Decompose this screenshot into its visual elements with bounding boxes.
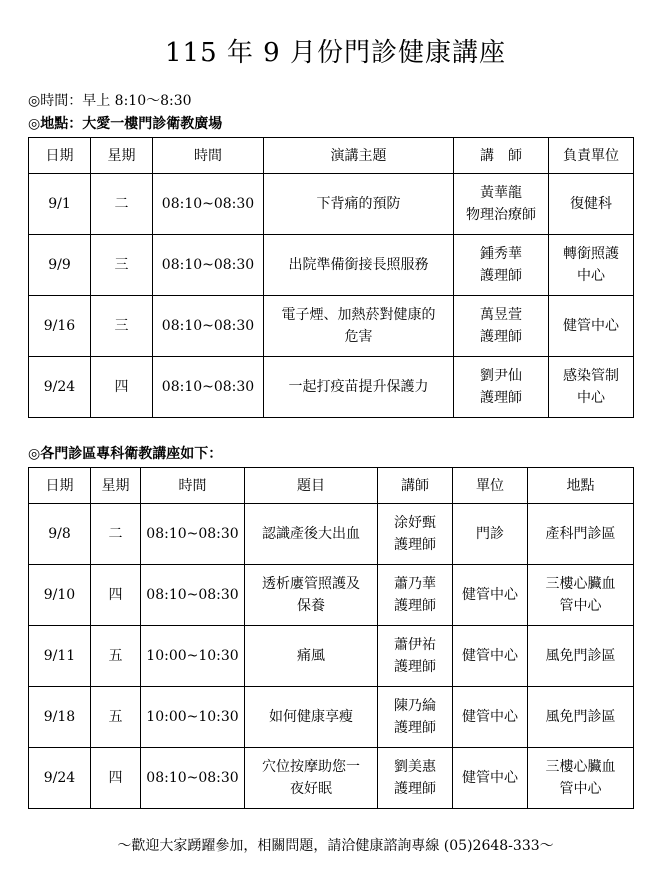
- header-topic: 演講主題: [264, 138, 454, 174]
- section-title: ◎各門診區專科衛教講座如下：: [28, 446, 223, 462]
- header-speaker: 講師: [378, 468, 453, 504]
- header-weekday: 星期: [91, 468, 141, 504]
- table-row: [29, 235, 634, 296]
- header-location: 地點: [528, 468, 634, 504]
- main-lecture-table: [28, 137, 634, 418]
- cell-location: 風免門診區: [528, 626, 634, 687]
- cell-topic: 一起打疫苗提升保護力: [264, 357, 454, 418]
- cell-speaker: 陳乃綸 護理師: [378, 687, 453, 748]
- header-time: 時間: [153, 138, 264, 174]
- page-title: 115 年 9 月份門診健康講座: [165, 38, 506, 68]
- table-row: [29, 565, 634, 626]
- header-speaker: 講 師: [454, 138, 549, 174]
- cell-speaker: 萬昱萱 護理師: [454, 296, 549, 357]
- cell-location: 三樓心臟血 管中心: [528, 748, 634, 809]
- clinic-lecture-table: [28, 467, 634, 809]
- cell-speaker: 鍾秀華 護理師: [454, 235, 549, 296]
- cell-location: 三樓心臟血 管中心: [528, 565, 634, 626]
- table-header-row: [29, 468, 634, 504]
- cell-weekday: 四: [91, 565, 141, 626]
- cell-topic: 出院準備銜接長照服務: [264, 235, 454, 296]
- cell-date: 9/24: [29, 748, 91, 809]
- cell-unit: 健管中心: [453, 626, 528, 687]
- cell-date: 9/18: [29, 687, 91, 748]
- cell-date: 9/11: [29, 626, 91, 687]
- cell-date: 9/24: [29, 357, 91, 418]
- cell-unit: 感染管制 中心: [549, 357, 634, 418]
- time-info: ◎時間：早上 8:10～8:30: [28, 93, 192, 109]
- table-row: [29, 687, 634, 748]
- header-unit: 負責單位: [549, 138, 634, 174]
- table-row: [29, 748, 634, 809]
- cell-topic: 痛風: [245, 626, 378, 687]
- cell-unit: 健管中心: [549, 296, 634, 357]
- cell-topic: 穴位按摩助您一 夜好眠: [245, 748, 378, 809]
- cell-unit: 門診: [453, 504, 528, 565]
- cell-location: 風免門診區: [528, 687, 634, 748]
- header-topic: 題目: [245, 468, 378, 504]
- cell-weekday: 四: [91, 748, 141, 809]
- cell-time: 08:10~08:30: [141, 565, 245, 626]
- table-row: [29, 626, 634, 687]
- cell-time: 08:10~08:30: [141, 504, 245, 565]
- cell-date: 9/1: [29, 174, 91, 235]
- cell-unit: 健管中心: [453, 748, 528, 809]
- cell-speaker: 蕭乃華 護理師: [378, 565, 453, 626]
- table-row: [29, 357, 634, 418]
- cell-time: 10:00~10:30: [141, 626, 245, 687]
- cell-date: 9/9: [29, 235, 91, 296]
- cell-weekday: 二: [91, 504, 141, 565]
- header-unit: 單位: [453, 468, 528, 504]
- cell-speaker: 劉美惠 護理師: [378, 748, 453, 809]
- cell-date: 9/10: [29, 565, 91, 626]
- cell-speaker: 蕭伊祐 護理師: [378, 626, 453, 687]
- cell-speaker: 黃華龍 物理治療師: [454, 174, 549, 235]
- cell-topic: 電子煙、加熱菸對健康的 危害: [264, 296, 454, 357]
- cell-weekday: 三: [91, 235, 153, 296]
- cell-time: 08:10~08:30: [153, 235, 264, 296]
- cell-time: 08:10~08:30: [153, 296, 264, 357]
- cell-topic: 如何健康享瘦: [245, 687, 378, 748]
- location-info: ◎地點：大愛一樓門診衛教廣場: [28, 116, 223, 132]
- cell-time: 08:10~08:30: [153, 357, 264, 418]
- header-time: 時間: [141, 468, 245, 504]
- header-date: 日期: [29, 138, 91, 174]
- cell-speaker: 涂妤甄 護理師: [378, 504, 453, 565]
- cell-weekday: 三: [91, 296, 153, 357]
- cell-weekday: 五: [91, 626, 141, 687]
- cell-unit: 復健科: [549, 174, 634, 235]
- cell-unit: 轉銜照護 中心: [549, 235, 634, 296]
- cell-topic: 認識產後大出血: [245, 504, 378, 565]
- cell-weekday: 四: [91, 357, 153, 418]
- header-date: 日期: [29, 468, 91, 504]
- cell-unit: 健管中心: [453, 687, 528, 748]
- table-row: [29, 296, 634, 357]
- cell-weekday: 二: [91, 174, 153, 235]
- cell-topic: 下背痛的預防: [264, 174, 454, 235]
- table-row: [29, 504, 634, 565]
- cell-topic: 透析廔管照護及 保養: [245, 565, 378, 626]
- cell-speaker: 劉尹仙 護理師: [454, 357, 549, 418]
- cell-time: 08:10~08:30: [153, 174, 264, 235]
- contact-footer: ～歡迎大家踴躍參加，相關問題，請洽健康諮詢專線 (05)2648-333～: [117, 838, 554, 854]
- cell-date: 9/8: [29, 504, 91, 565]
- cell-date: 9/16: [29, 296, 91, 357]
- header-weekday: 星期: [91, 138, 153, 174]
- cell-unit: 健管中心: [453, 565, 528, 626]
- cell-weekday: 五: [91, 687, 141, 748]
- cell-location: 產科門診區: [528, 504, 634, 565]
- table-row: [29, 174, 634, 235]
- cell-time: 08:10~08:30: [141, 748, 245, 809]
- cell-time: 10:00~10:30: [141, 687, 245, 748]
- table-header-row: [29, 138, 634, 174]
